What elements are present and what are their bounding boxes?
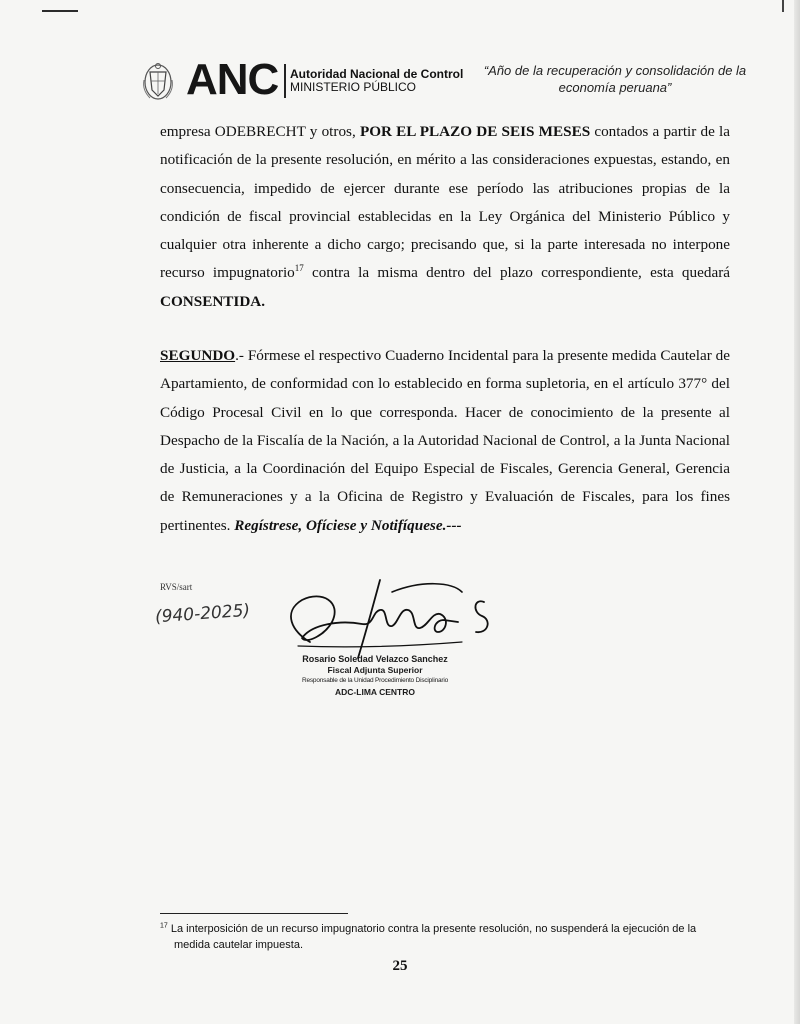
- logo-divider: [284, 64, 286, 98]
- closing-formula: Regístrese, Ofíciese y Notifíquese.---: [234, 516, 462, 534]
- text-run: empresa ODEBRECHT y otros,: [160, 123, 360, 140]
- signer-responsibility: Responsable de la Unidad Procedimiento Disciplinario: [301, 677, 449, 684]
- corner-mark: [42, 0, 78, 12]
- motto-line-1: “Año de la recuperación y consolidación de la: [483, 63, 747, 78]
- page-number: 25: [392, 958, 408, 974]
- organization-name: [290, 68, 463, 94]
- coat-of-arms-icon: [140, 60, 176, 104]
- text-run: contra la misma dentro del plazo correspondiente, esta quedará: [303, 264, 730, 282]
- text-run: .- Fórmese el respectivo Cuaderno Incidental para la presente medida Cautelar de Apartamiento, de conformidad con lo establecido en forma supletoria, en el artículo 377° del Código Procesal Civil en lo que corresponda. Hacer de conocimiento de la presente al Despacho de la Fiscalía de la Nación, a la Autoridad Nacional de Control, a la Junta Nacional de Justicia, a la Coordinación del Equipo Especial de Fiscales, Gerencia General, Gerencia de Remuneraciones y a la Oficina de Registro y Evaluación de Fiscales, para los fines pertinentes.: [160, 347, 730, 534]
- typist-initials: RVS/sart: [160, 582, 193, 592]
- paragraph-resolution-term: [160, 118, 730, 316]
- signer-role: Fiscal Adjunta Superior: [327, 665, 423, 675]
- signer-name: Rosario Soledad Velazco Sanchez: [302, 654, 448, 664]
- footnote-text-line-2: medida cautelar impuesta.: [174, 939, 304, 951]
- letterhead: [140, 56, 760, 108]
- footnote-ref: 17: [294, 263, 304, 274]
- corner-mark: [782, 0, 784, 12]
- term-emphasis: POR EL PLAZO DE SEIS MESES: [359, 123, 591, 140]
- signature-block: [300, 654, 450, 698]
- footnote: [160, 921, 730, 953]
- handwritten-note: (940-2025): [154, 600, 251, 628]
- consentida-emphasis: CONSENTIDA.: [160, 292, 266, 310]
- page-edge: [794, 0, 800, 1024]
- section-heading-segundo: SEGUNDO: [160, 347, 236, 364]
- year-motto: [470, 62, 760, 96]
- motto-line-2: economía peruana”: [558, 80, 672, 95]
- anc-logo: ANC: [186, 55, 279, 104]
- handwritten-signature: [262, 572, 502, 664]
- footnote-rule: [160, 913, 348, 914]
- paragraph-segundo: [160, 342, 730, 540]
- footnote-number: 17: [160, 922, 168, 930]
- signer-unit: ADC-LIMA CENTRO: [335, 687, 415, 697]
- org-line-2: MINISTERIO PÚBLICO: [290, 80, 417, 94]
- footnote-text-line-1: La interposición de un recurso impugnatorio contra la presente resolución, no suspenderá la ejecución de la: [167, 923, 697, 935]
- org-line-1: Autoridad Nacional de Control: [290, 67, 464, 81]
- text-run: contados a partir de la notificación de la presente resolución, en mérito a las consideraciones expuestas, estando, en consecuencia, impedido de ejercer durante ese período las atribuciones propias de la condición de fiscal provincial establecidas en la Ley Orgánica del Ministerio Público y cualquier otra inherente a dicho cargo; precisando que, si la parte interesada no interpone recurso impugnatorio: [160, 123, 730, 282]
